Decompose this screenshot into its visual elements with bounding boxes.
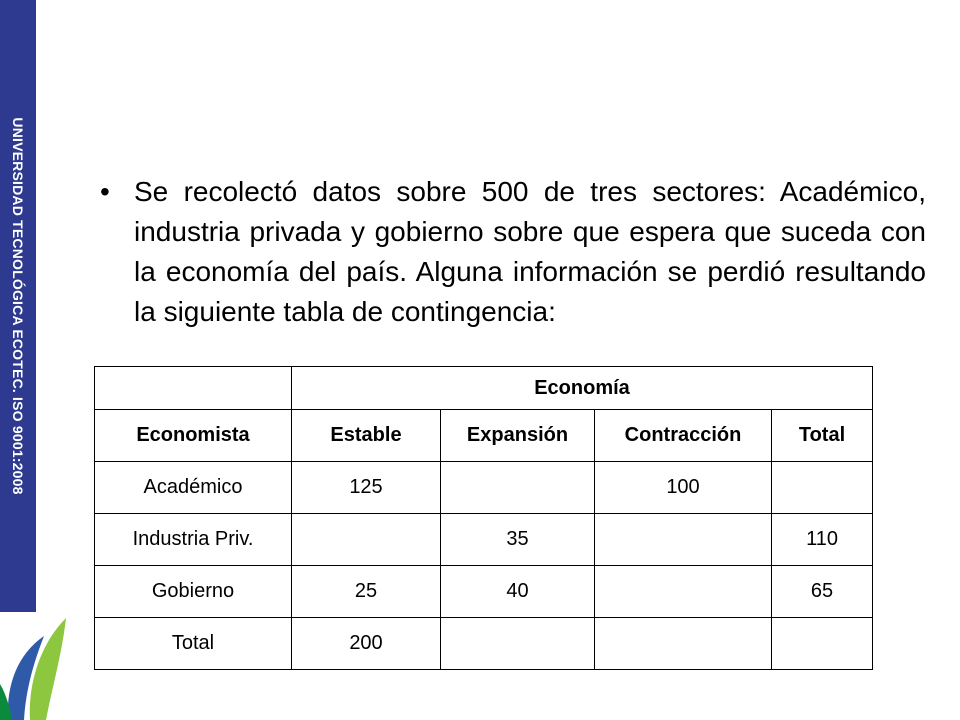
university-name: UNIVERSIDAD TECNOLÓGICA ECOTEC. ISO 9001:2008 [10, 117, 26, 495]
group-header-row [95, 367, 873, 410]
table-cell: Industria Priv. [95, 514, 292, 566]
table-cell [441, 618, 595, 670]
table-cell: 100 [595, 462, 772, 514]
bullet-symbol: • [100, 176, 110, 207]
column-header-row [95, 410, 873, 462]
leaf-logo-icon [0, 614, 70, 720]
table-cell: 25 [292, 566, 441, 618]
table-cell: 65 [772, 566, 873, 618]
table-row [95, 618, 873, 670]
table-cell [595, 566, 772, 618]
table-cell: 125 [292, 462, 441, 514]
table-cell: 35 [441, 514, 595, 566]
table-cell [595, 514, 772, 566]
table-cell: Total [95, 618, 292, 670]
table-row [95, 514, 873, 566]
table-cell: 200 [292, 618, 441, 670]
table-cell: 110 [772, 514, 873, 566]
table-cell: Académico [95, 462, 292, 514]
contingency-table [94, 366, 873, 670]
table-cell [441, 462, 595, 514]
bullet-text: Se recolectó datos sobre 500 de tres sectores: Académico, industria privada y gobierno sobre que espera que suceda con la economía del país. Alguna información se perdió resultando la siguiente tabla de contingencia: [134, 176, 926, 327]
table-cell: 40 [441, 566, 595, 618]
column-header: Expansión [441, 410, 595, 462]
sidebar-band [0, 0, 36, 612]
table-row [95, 566, 873, 618]
economia-header: Economía [292, 367, 873, 410]
column-header: Contracción [595, 410, 772, 462]
table-cell: Gobierno [95, 566, 292, 618]
bullet-paragraph [100, 172, 926, 332]
empty-corner-cell [95, 367, 292, 410]
table-row [95, 462, 873, 514]
column-header: Estable [292, 410, 441, 462]
column-header: Economista [95, 410, 292, 462]
table-cell [595, 618, 772, 670]
table-cell [772, 618, 873, 670]
column-header: Total [772, 410, 873, 462]
table-cell [772, 462, 873, 514]
table-cell [292, 514, 441, 566]
